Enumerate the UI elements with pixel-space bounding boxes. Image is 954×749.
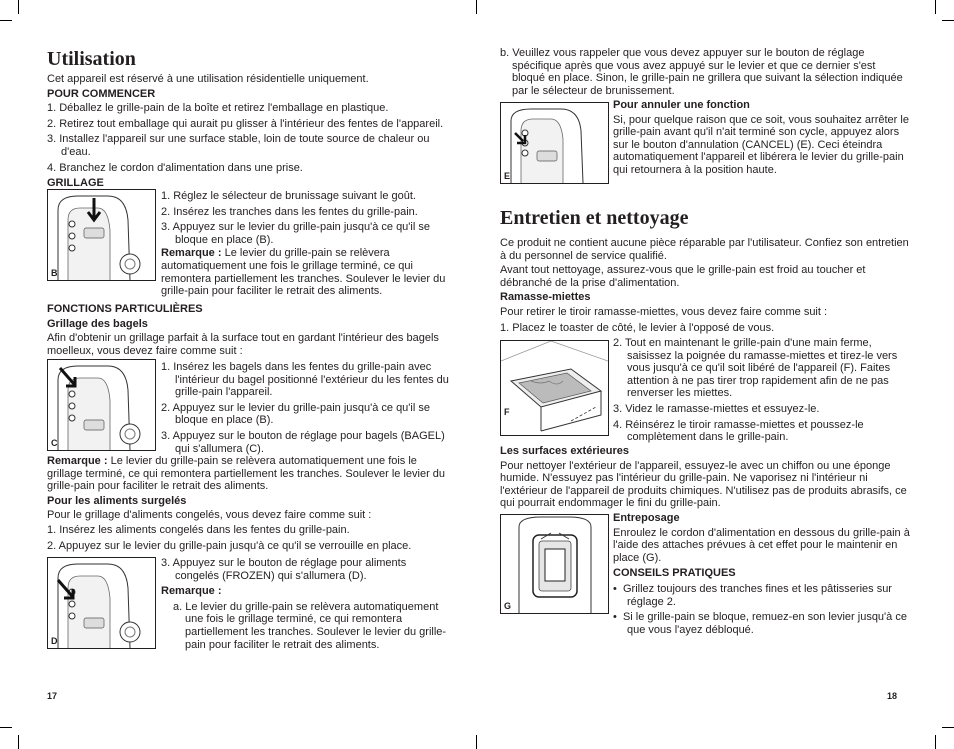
surfaces-text: Pour nettoyer l'extérieur de l'appareil, essuyez-le avec un chiffon ou une éponge humide. N'essuyez pas l'intérieur du grille-pain. Ne vaporisez ni l'intérieur ni l'extérieur de l'appareil de produits chimiques. N'utilisez pas de produits abrasifs, ce qui pourrait endommager le fini du grille-pain.	[500, 459, 907, 510]
toaster-illustration	[501, 103, 608, 183]
bullet-icon: •	[613, 582, 623, 595]
toaster-illustration	[48, 190, 155, 280]
section-heading: GRILLAGE	[47, 177, 104, 190]
crumb-tray-illustration	[501, 341, 608, 435]
figure-d	[47, 557, 156, 649]
list-item: 4. Branchez le cordon d'alimentation dans une prise.	[47, 161, 303, 174]
figure-label: B	[51, 268, 58, 278]
sub-heading: Pour les aliments surgelés	[47, 494, 187, 507]
crumb-step-1: 1. Placez le toaster de côté, le levier à l'opposé de vous.	[500, 321, 775, 334]
bagel-steps	[161, 361, 453, 455]
sub-heading: Grillage des bagels	[47, 317, 148, 330]
figure-label: D	[51, 636, 58, 646]
note-label: Remarque :	[161, 585, 222, 598]
frozen-step3-block	[161, 557, 453, 651]
toaster-illustration	[48, 558, 155, 648]
figure-f	[500, 340, 609, 436]
step-b-block	[500, 47, 910, 97]
figure-label: F	[504, 407, 510, 417]
frozen-intro: Pour le grillage d'aliments congelés, vous devez faire comme suit :	[47, 509, 372, 522]
list-item: 3. Installez l'appareil sur une surface stable, loin de toute source de chaleur ou d'eau.	[47, 133, 430, 158]
bagel-note-block	[47, 455, 455, 552]
list-item: 1. Insérez les bagels dans les fentes du grille-pain avec l'intérieur du bagel positionné l'extérieur du les fentes du grille-pain l'appareil.	[161, 361, 449, 399]
section-heading: CONSEILS PRATIQUES	[613, 567, 736, 580]
list-item: 2. Insérez les tranches dans les fentes du grille-pain.	[161, 205, 418, 218]
storage-text: Enroulez le cordon d'alimentation en dessous du grille-pain à l'aide des attaches prévues à cet effet pour le maintenir en place (G).	[613, 526, 910, 564]
sub-heading: Les surfaces extérieures	[500, 445, 630, 457]
grill-steps-block	[161, 190, 456, 298]
section-heading: FONCTIONS PARTICULIÈRES	[47, 303, 203, 315]
grill-note	[161, 247, 456, 297]
list-item: 2. Tout en maintenant le grille-pain d'une main ferme, saisissez la poignée du ramasse-miettes et tirez-le vers vous jusqu'à ce qu'il soit libéré de l'appareil (F). Faites attention à ne pas tirer trop rapidement afin de ne pas renverser les miettes.	[613, 337, 898, 400]
crumb-steps-block	[613, 337, 909, 444]
maintenance-block	[500, 207, 910, 334]
frozen-steps	[47, 524, 455, 552]
figure-label: G	[504, 601, 512, 611]
intro-text: Avant tout nettoyage, assurez-vous que le grille-pain est froid au toucher et débranché de la prise d'alimentation.	[500, 264, 866, 289]
list-item: 4. Réinsérez le tiroir ramasse-miettes et poussez-le complètement dans le grille-pain.	[613, 418, 864, 444]
section-heading: POUR COMMENCER	[47, 87, 156, 100]
left-column	[47, 48, 454, 190]
start-steps	[47, 102, 454, 174]
sub-heading: Ramasse-miettes	[500, 291, 591, 304]
step-b: b. Veuillez vous rappeler que vous devez appuyer sur le bouton de réglage spécifique après que vous avez appuyé sur le levier et que ce dernier s'est bloqué en place. Sinon, le grille-pain ne grillera que suivant la sélection indiquée par le sélecteur de brunissement.	[500, 47, 903, 97]
sub-heading: Entreposage	[613, 512, 680, 524]
figure-b	[47, 189, 156, 281]
bagel-steps-block	[161, 361, 453, 455]
note-text: Le levier du grille-pain se relèvera automatiquement une fois le grillage terminé, ce qui remontera partiellement les tranches. Soulever le levier du grille-pain pour faciliter le retrait des aliments.	[47, 455, 446, 493]
intro-text: Ce produit ne contient aucune pièce réparable par l'utilisateur. Confiez son entretien à du personnel de service qualifié.	[500, 237, 909, 262]
bullet-icon: •	[613, 611, 623, 624]
page-title: Utilisation	[47, 48, 136, 70]
section-title: Entretien et nettoyage	[500, 207, 689, 229]
list-item: 3. Videz le ramasse-miettes et essuyez-le.	[613, 402, 820, 415]
grill-steps	[161, 190, 456, 246]
list-item: 1. Insérez les aliments congelés dans les fentes du grille-pain.	[47, 523, 350, 536]
right-page	[477, 0, 954, 749]
list-item: 1. Déballez le grille-pain de la boîte et retirez l'emballage en plastique.	[47, 102, 389, 115]
page-number: 17	[47, 691, 58, 701]
special-block	[47, 303, 457, 357]
list-item: 2. Appuyez sur le levier du grille-pain jusqu'à ce qu'il se verrouille en place.	[47, 539, 412, 552]
figure-e	[500, 102, 609, 184]
figure-c	[47, 359, 156, 451]
toaster-bottom-illustration	[501, 515, 608, 613]
page-number: 18	[887, 691, 898, 701]
toaster-illustration	[48, 360, 155, 450]
intro-text: Cet appareil est réservé à une utilisation résidentielle uniquement.	[47, 73, 369, 85]
crumb-intro: Pour retirer le tiroir ramasse-miettes, vous devez faire comme suit :	[500, 305, 828, 318]
list-item: 3. Appuyez sur le levier du grille-pain jusqu'à ce qu'il se bloque en place (B).	[161, 221, 430, 246]
note-label: Remarque :	[161, 247, 222, 260]
list-item: 3. Appuyez sur le bouton de réglage pour aliments congelés (FROZEN) qui s'allumera (D).	[161, 557, 407, 582]
bagel-intro: Afin d'obtenir un grillage parfait à la surface tout en gardant l'intérieur des bagels moelleux, vous devez faire comme suit :	[47, 332, 439, 357]
note-text: Le levier du grille-pain se relèvera automatiquement une fois le grillage terminé, ce qui remontera partiellement les tranches. Soulever le levier du grille-pain pour faciliter le retrait des aliments.	[161, 247, 446, 298]
list-item: 1. Réglez le sélecteur de brunissage suivant le goût.	[161, 190, 416, 202]
list-item	[613, 611, 911, 636]
bagel-note	[47, 455, 455, 493]
sub-heading: Pour annuler une fonction	[613, 99, 750, 111]
figure-label: E	[504, 171, 511, 181]
figure-g	[500, 514, 609, 614]
tip-text: Si le grille-pain se bloque, remuez-en son levier jusqu'à ce que vous l'ayez débloqué.	[622, 611, 907, 636]
tip-text: Grillez toujours des tranches fines et les pâtisseries sur réglage 2.	[622, 582, 892, 608]
note-label: Remarque :	[47, 455, 108, 467]
tips-list	[613, 583, 911, 636]
storage-block	[613, 512, 911, 636]
cancel-text: Si, pour quelque raison que ce soit, vous souhaitez arrêter le grille-pain avant qu'il n'ait terminé son cycle, appuyez alors sur le bouton d'annulation (CANCEL) (E). Ceci éteindra automatiquement l'appareil et libérera le levier du grille-pain qui retournera à la position haute.	[613, 113, 909, 176]
list-item: 2. Appuyez sur le levier du grille-pain jusqu'à ce qu'il se bloque en place (B).	[161, 401, 430, 427]
surfaces-block	[500, 445, 910, 510]
frozen-steps-cont	[161, 557, 453, 582]
cancel-block	[613, 99, 911, 177]
list-item: 3. Appuyez sur le bouton de réglage pour bagels (BAGEL) qui s'allumera (C).	[161, 429, 445, 455]
list-item: 2. Retirez tout emballage qui aurait pu glisser à l'intérieur des fentes de l'appareil.	[47, 117, 444, 130]
frozen-note: a. Le levier du grille-pain se relèvera automatiquement une fois le grillage terminé, ce qui remontera partiellement les tranches. Soulever le levier du grille-pain pour faciliter le retrait des aliments.	[173, 600, 447, 651]
list-item	[613, 583, 911, 608]
figure-label: C	[51, 438, 58, 448]
crumb-steps	[613, 337, 909, 444]
